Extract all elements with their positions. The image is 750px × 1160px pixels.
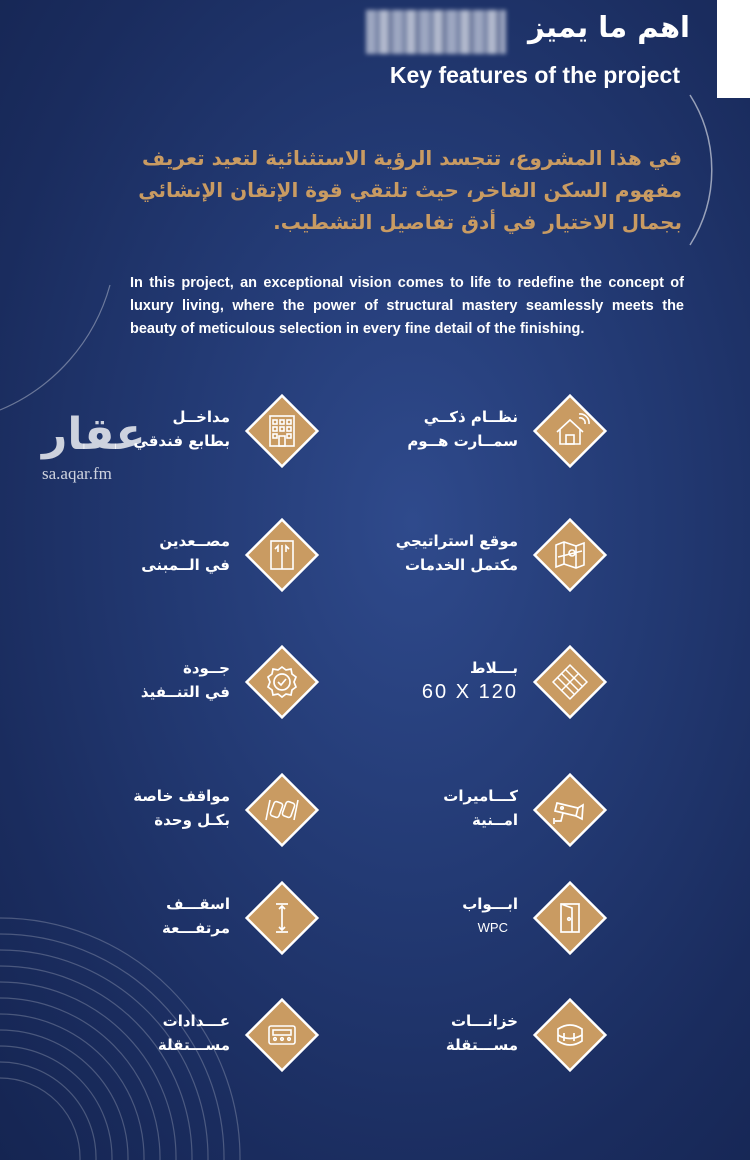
feature-security-cameras: [370, 770, 610, 850]
parking-icon: [242, 770, 322, 850]
elevator-icon: [242, 515, 322, 595]
watermark-url: sa.aqar.fm: [42, 464, 112, 483]
door-icon: [530, 878, 610, 958]
meter-icon: [242, 995, 322, 1075]
feature-independent-tanks: [370, 995, 610, 1075]
feature-label: مداخــل بطابع فندقي: [133, 408, 230, 450]
feature-label: خزانـــات مســـتقلة: [445, 1012, 518, 1054]
feature-high-ceilings: [82, 878, 322, 958]
feature-elevators: [82, 515, 322, 595]
feature-label: كـــاميرات امــنية: [443, 787, 518, 829]
tile-icon: [530, 642, 610, 722]
ceiling-height-icon: [242, 878, 322, 958]
feature-label: جــودة في التنــفيذ: [140, 659, 230, 701]
blurred-logo: [366, 10, 506, 54]
intro-text-arabic: في هذا المشروع، تتجسد الرؤية الاستثنائية لتعيد تعريف مفهوم السكن الفاخر، حيث تلتقي قوة الإتقان الإنشائي بجمال الاختيار في أدق تفاصيل التشطيب.: [138, 146, 682, 234]
intro-text-english: In this project, an exceptional vision comes to life to redefine the concept of luxury living, where the power of structural mastery seamlessly meets the beauty of meticulous selection in every fine detail of the finishing.: [130, 275, 684, 337]
white-edge-tab: [717, 0, 750, 98]
camera-icon: [530, 770, 610, 850]
feature-label: نظــام ذكــي سمــارت هــوم: [407, 408, 518, 450]
feature-label: عـــدادات مســـتقلة: [157, 1012, 230, 1054]
quality-badge-icon: [242, 642, 322, 722]
feature-strategic-location: [370, 515, 610, 595]
feature-independent-meters: [82, 995, 322, 1075]
feature-label: ابـــواب WPC: [462, 895, 518, 935]
page-title-english: Key features of the project: [389, 62, 680, 88]
feature-label: موقع استراتيجي مكتمل الخدمات: [395, 532, 518, 574]
building-icon: [242, 391, 322, 471]
feature-hotel-entrances: [82, 391, 322, 471]
page-title-arabic: اهم ما يميز: [527, 10, 690, 44]
feature-wpc-doors: [370, 878, 610, 958]
feature-label: اسقـــف مرتفـــعة: [162, 895, 230, 937]
feature-private-parking: [82, 770, 322, 850]
smart-home-icon: [530, 391, 610, 471]
feature-quality: [82, 642, 322, 722]
feature-label: مواقف خاصة بكـل وحدة: [133, 787, 230, 829]
watermark-logo: عقار: [42, 409, 146, 460]
map-icon: [530, 515, 610, 595]
feature-smart-home: [370, 391, 610, 471]
feature-label: بـــلاط 60 X 120: [421, 659, 518, 703]
water-tank-icon: [530, 995, 610, 1075]
feature-tiles: [370, 642, 610, 722]
feature-label: مصــعدين في الــمبنى: [141, 532, 230, 574]
